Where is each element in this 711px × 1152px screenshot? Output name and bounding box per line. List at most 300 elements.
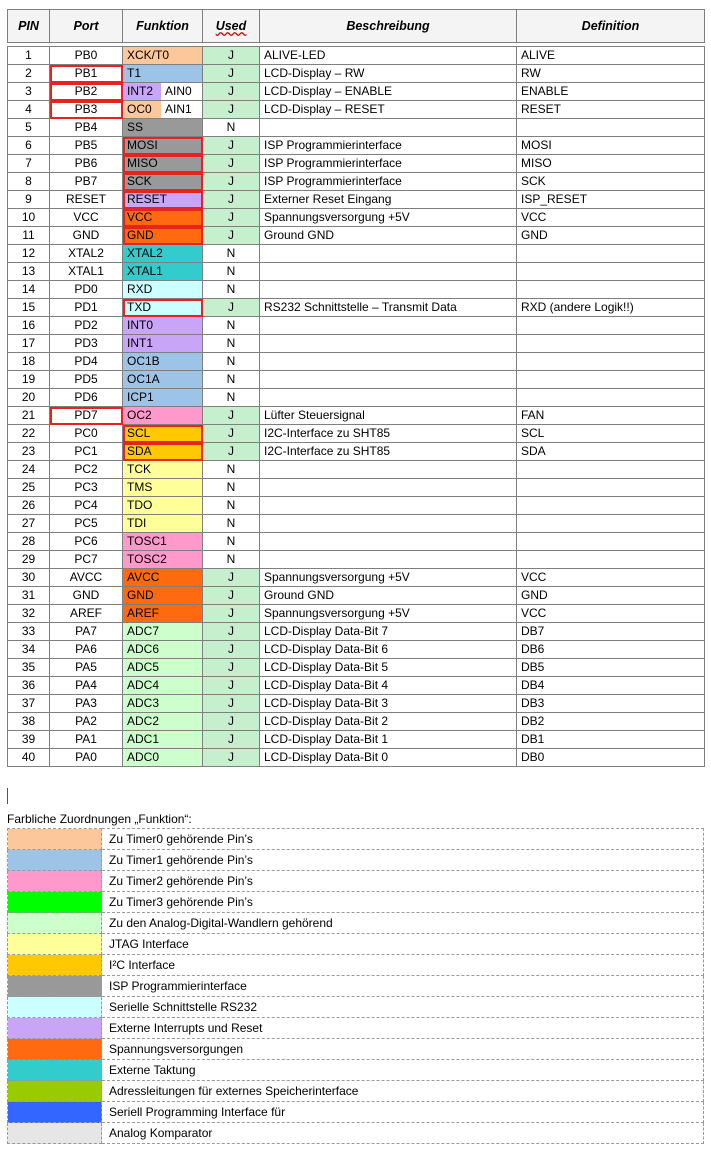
used-cell: J <box>203 173 260 191</box>
used-cell: J <box>203 209 260 227</box>
legend-label: Zu Timer2 gehörende Pin’s <box>102 871 704 892</box>
definition-cell: VCC <box>517 209 705 227</box>
definition-cell <box>517 263 705 281</box>
header-beschreibung: Beschreibung <box>260 10 517 43</box>
legend-label: Zu Timer3 gehörende Pin’s <box>102 892 704 913</box>
used-cell: N <box>203 245 260 263</box>
definition-cell <box>517 245 705 263</box>
definition-cell: RXD (andere Logik!!) <box>517 299 705 317</box>
definition-cell: RW <box>517 65 705 83</box>
legend-item <box>8 850 704 871</box>
funktion-cell: ADC2 <box>123 713 203 731</box>
beschreibung-cell: I2C-Interface zu SHT85 <box>260 443 517 461</box>
port-cell: VCC <box>50 209 123 227</box>
header-pin: PIN <box>8 10 50 43</box>
table-row <box>8 407 705 425</box>
funktion-cell: TOSC2 <box>123 551 203 569</box>
legend-label: Seriell Programming Interface für <box>102 1102 704 1123</box>
pin-cell: 25 <box>8 479 50 497</box>
funktion-cell: XCK/T0 <box>123 47 203 65</box>
table-row <box>8 479 705 497</box>
used-cell: J <box>203 101 260 119</box>
legend-label: Analog Komparator <box>102 1123 704 1144</box>
port-cell: PB6 <box>50 155 123 173</box>
used-cell: J <box>203 695 260 713</box>
beschreibung-cell: Spannungsversorgung +5V <box>260 569 517 587</box>
beschreibung-cell <box>260 533 517 551</box>
port-cell: PB4 <box>50 119 123 137</box>
beschreibung-cell: Spannungsversorgung +5V <box>260 605 517 623</box>
legend-item <box>8 997 704 1018</box>
table-row <box>8 569 705 587</box>
definition-cell: SDA <box>517 443 705 461</box>
beschreibung-cell: Spannungsversorgung +5V <box>260 209 517 227</box>
port-cell: PA7 <box>50 623 123 641</box>
funktion-cell: OC2 <box>123 407 203 425</box>
beschreibung-cell: LCD-Display Data-Bit 0 <box>260 749 517 767</box>
beschreibung-cell: LCD-Display Data-Bit 7 <box>260 623 517 641</box>
port-cell: RESET <box>50 191 123 209</box>
table-row <box>8 101 705 119</box>
table-row <box>8 65 705 83</box>
funktion-cell: TCK <box>123 461 203 479</box>
used-cell: J <box>203 83 260 101</box>
legend-label: Zu Timer0 gehörende Pin’s <box>102 829 704 850</box>
beschreibung-cell: LCD-Display – RW <box>260 65 517 83</box>
funktion-primary: INT2 <box>123 83 161 100</box>
port-cell: PA5 <box>50 659 123 677</box>
beschreibung-cell: Externer Reset Eingang <box>260 191 517 209</box>
definition-cell: VCC <box>517 605 705 623</box>
legend-body <box>8 829 704 1144</box>
definition-cell <box>517 371 705 389</box>
used-cell: N <box>203 533 260 551</box>
port-cell: XTAL2 <box>50 245 123 263</box>
funktion-cell: VCC <box>123 209 203 227</box>
port-cell: PC2 <box>50 461 123 479</box>
definition-cell <box>517 389 705 407</box>
table-row <box>8 443 705 461</box>
table-row <box>8 209 705 227</box>
used-cell: N <box>203 335 260 353</box>
funktion-cell: XTAL1 <box>123 263 203 281</box>
pin-cell: 8 <box>8 173 50 191</box>
used-cell: N <box>203 551 260 569</box>
port-cell: PB1 <box>50 65 123 83</box>
beschreibung-cell <box>260 461 517 479</box>
left-margin-mark <box>7 788 8 804</box>
definition-cell: ISP_RESET <box>517 191 705 209</box>
pin-cell: 37 <box>8 695 50 713</box>
used-cell: J <box>203 659 260 677</box>
definition-cell: DB2 <box>517 713 705 731</box>
funktion-cell: RESET <box>123 191 203 209</box>
legend-label: Serielle Schnittstelle RS232 <box>102 997 704 1018</box>
used-cell: N <box>203 371 260 389</box>
definition-cell <box>517 533 705 551</box>
table-row <box>8 119 705 137</box>
table-row <box>8 335 705 353</box>
legend-label: Externe Interrupts und Reset <box>102 1018 704 1039</box>
port-cell: PA6 <box>50 641 123 659</box>
pin-cell: 33 <box>8 623 50 641</box>
beschreibung-cell: LCD-Display Data-Bit 5 <box>260 659 517 677</box>
header-row <box>8 10 705 43</box>
table-row <box>8 605 705 623</box>
table-row <box>8 731 705 749</box>
legend-swatch <box>8 934 102 955</box>
port-cell: PC6 <box>50 533 123 551</box>
definition-cell: MOSI <box>517 137 705 155</box>
port-cell: PA1 <box>50 731 123 749</box>
pin-cell: 23 <box>8 443 50 461</box>
pin-cell: 16 <box>8 317 50 335</box>
pin-cell: 3 <box>8 83 50 101</box>
port-cell: AVCC <box>50 569 123 587</box>
pin-cell: 24 <box>8 461 50 479</box>
definition-cell: DB3 <box>517 695 705 713</box>
used-cell: J <box>203 425 260 443</box>
funktion-cell: GND <box>123 227 203 245</box>
definition-cell <box>517 515 705 533</box>
table-row <box>8 173 705 191</box>
used-cell: N <box>203 281 260 299</box>
legend-item <box>8 1018 704 1039</box>
funktion-cell: INT1 <box>123 335 203 353</box>
table-row <box>8 83 705 101</box>
definition-cell <box>517 551 705 569</box>
legend-swatch <box>8 976 102 997</box>
table-row <box>8 281 705 299</box>
table-row <box>8 659 705 677</box>
port-cell: PB2 <box>50 83 123 101</box>
table-row <box>8 749 705 767</box>
used-cell: N <box>203 461 260 479</box>
definition-cell: DB4 <box>517 677 705 695</box>
used-cell: N <box>203 119 260 137</box>
funktion-cell: SCK <box>123 173 203 191</box>
used-cell: J <box>203 731 260 749</box>
pin-cell: 11 <box>8 227 50 245</box>
used-cell: J <box>203 407 260 425</box>
beschreibung-cell <box>260 389 517 407</box>
pin-cell: 5 <box>8 119 50 137</box>
definition-cell <box>517 317 705 335</box>
table-row <box>8 641 705 659</box>
funktion-cell <box>123 101 203 119</box>
legend-item <box>8 1081 704 1102</box>
funktion-cell: ADC3 <box>123 695 203 713</box>
table-row <box>8 137 705 155</box>
legend-label: Zu den Analog-Digital-Wandlern gehörend <box>102 913 704 934</box>
funktion-cell <box>123 83 203 101</box>
beschreibung-cell: ISP Programmierinterface <box>260 173 517 191</box>
legend-item <box>8 871 704 892</box>
funktion-secondary: AIN1 <box>161 101 202 118</box>
beschreibung-cell <box>260 281 517 299</box>
definition-cell: SCK <box>517 173 705 191</box>
header-used-label: Used <box>215 19 247 33</box>
legend-swatch <box>8 892 102 913</box>
pin-cell: 21 <box>8 407 50 425</box>
beschreibung-cell: LCD-Display Data-Bit 3 <box>260 695 517 713</box>
header-funktion: Funktion <box>123 10 203 43</box>
header-definition: Definition <box>517 10 705 43</box>
beschreibung-cell: ALIVE-LED <box>260 47 517 65</box>
beschreibung-cell <box>260 371 517 389</box>
funktion-cell: ADC0 <box>123 749 203 767</box>
legend-label: Zu Timer1 gehörende Pin’s <box>102 850 704 871</box>
port-cell: XTAL1 <box>50 263 123 281</box>
pin-cell: 39 <box>8 731 50 749</box>
legend-label: Adressleitungen für externes Speicherinterface <box>102 1081 704 1102</box>
funktion-cell: OC1B <box>123 353 203 371</box>
port-cell: PB7 <box>50 173 123 191</box>
legend-swatch <box>8 871 102 892</box>
table-row <box>8 317 705 335</box>
funktion-cell: ADC5 <box>123 659 203 677</box>
table-row <box>8 713 705 731</box>
pin-cell: 20 <box>8 389 50 407</box>
legend-swatch <box>8 955 102 976</box>
beschreibung-cell: LCD-Display Data-Bit 2 <box>260 713 517 731</box>
beschreibung-cell: LCD-Display Data-Bit 1 <box>260 731 517 749</box>
pin-cell: 26 <box>8 497 50 515</box>
beschreibung-cell: RS232 Schnittstelle – Transmit Data <box>260 299 517 317</box>
pin-table-body <box>8 47 705 767</box>
port-cell: PB5 <box>50 137 123 155</box>
port-cell: GND <box>50 587 123 605</box>
port-cell: PD1 <box>50 299 123 317</box>
used-cell: N <box>203 479 260 497</box>
table-row <box>8 497 705 515</box>
funktion-cell: MOSI <box>123 137 203 155</box>
pin-cell: 29 <box>8 551 50 569</box>
port-cell: PD2 <box>50 317 123 335</box>
definition-cell <box>517 119 705 137</box>
beschreibung-cell <box>260 353 517 371</box>
beschreibung-cell <box>260 245 517 263</box>
pin-cell: 13 <box>8 263 50 281</box>
funktion-cell: MISO <box>123 155 203 173</box>
legend-item <box>8 1102 704 1123</box>
legend-item <box>8 892 704 913</box>
header-port: Port <box>50 10 123 43</box>
used-cell: J <box>203 623 260 641</box>
definition-cell: DB6 <box>517 641 705 659</box>
table-row <box>8 425 705 443</box>
funktion-cell: TMS <box>123 479 203 497</box>
beschreibung-cell: I2C-Interface zu SHT85 <box>260 425 517 443</box>
used-cell: J <box>203 677 260 695</box>
legend-swatch <box>8 1123 102 1144</box>
funktion-secondary: AIN0 <box>161 83 202 100</box>
table-row <box>8 353 705 371</box>
funktion-cell: ICP1 <box>123 389 203 407</box>
beschreibung-cell: Ground GND <box>260 587 517 605</box>
funktion-cell: ADC4 <box>123 677 203 695</box>
used-cell: N <box>203 515 260 533</box>
pin-cell: 31 <box>8 587 50 605</box>
pin-cell: 27 <box>8 515 50 533</box>
definition-cell <box>517 497 705 515</box>
port-cell: PD4 <box>50 353 123 371</box>
legend-label: JTAG Interface <box>102 934 704 955</box>
legend-item <box>8 1039 704 1060</box>
legend-table <box>7 828 704 1144</box>
used-cell: J <box>203 605 260 623</box>
legend-item <box>8 1123 704 1144</box>
used-cell: N <box>203 389 260 407</box>
port-cell: PB3 <box>50 101 123 119</box>
used-cell: N <box>203 263 260 281</box>
table-row <box>8 155 705 173</box>
beschreibung-cell <box>260 263 517 281</box>
used-cell: J <box>203 569 260 587</box>
used-cell: J <box>203 749 260 767</box>
definition-cell: FAN <box>517 407 705 425</box>
funktion-cell: SS <box>123 119 203 137</box>
funktion-cell: XTAL2 <box>123 245 203 263</box>
definition-cell <box>517 461 705 479</box>
port-cell: PA4 <box>50 677 123 695</box>
used-cell: N <box>203 317 260 335</box>
funktion-cell: ADC7 <box>123 623 203 641</box>
definition-cell <box>517 353 705 371</box>
port-cell: PB0 <box>50 47 123 65</box>
pin-cell: 28 <box>8 533 50 551</box>
legend-swatch <box>8 829 102 850</box>
legend-label: ISP Programmierinterface <box>102 976 704 997</box>
legend-swatch <box>8 850 102 871</box>
used-cell: J <box>203 587 260 605</box>
table-row <box>8 263 705 281</box>
pin-cell: 40 <box>8 749 50 767</box>
definition-cell: GND <box>517 587 705 605</box>
funktion-cell: TDO <box>123 497 203 515</box>
port-cell: PC1 <box>50 443 123 461</box>
definition-cell <box>517 335 705 353</box>
beschreibung-cell: Ground GND <box>260 227 517 245</box>
legend-item <box>8 1060 704 1081</box>
header-used <box>203 10 260 43</box>
port-cell: PD0 <box>50 281 123 299</box>
funktion-cell: RXD <box>123 281 203 299</box>
funktion-cell: SCL <box>123 425 203 443</box>
funktion-cell: TXD <box>123 299 203 317</box>
table-row <box>8 461 705 479</box>
definition-cell: DB5 <box>517 659 705 677</box>
table-row <box>8 695 705 713</box>
pin-cell: 19 <box>8 371 50 389</box>
port-cell: PC4 <box>50 497 123 515</box>
definition-cell: DB1 <box>517 731 705 749</box>
port-cell: GND <box>50 227 123 245</box>
table-row <box>8 623 705 641</box>
funktion-cell: T1 <box>123 65 203 83</box>
definition-cell: SCL <box>517 425 705 443</box>
used-cell: J <box>203 443 260 461</box>
table-row <box>8 245 705 263</box>
used-cell: J <box>203 641 260 659</box>
used-cell: J <box>203 713 260 731</box>
beschreibung-cell <box>260 317 517 335</box>
used-cell: J <box>203 299 260 317</box>
legend-swatch <box>8 1039 102 1060</box>
legend-item <box>8 976 704 997</box>
pin-cell: 32 <box>8 605 50 623</box>
beschreibung-cell <box>260 551 517 569</box>
beschreibung-cell <box>260 119 517 137</box>
table-row <box>8 677 705 695</box>
beschreibung-cell <box>260 497 517 515</box>
legend-swatch <box>8 1102 102 1123</box>
definition-cell: ENABLE <box>517 83 705 101</box>
legend-swatch <box>8 1018 102 1039</box>
used-cell: J <box>203 155 260 173</box>
pin-cell: 2 <box>8 65 50 83</box>
used-cell: J <box>203 47 260 65</box>
pin-table <box>7 9 705 767</box>
pin-cell: 6 <box>8 137 50 155</box>
funktion-cell: TDI <box>123 515 203 533</box>
funktion-cell: ADC6 <box>123 641 203 659</box>
funktion-cell: OC1A <box>123 371 203 389</box>
funktion-cell: INT0 <box>123 317 203 335</box>
beschreibung-cell <box>260 335 517 353</box>
table-row <box>8 551 705 569</box>
definition-cell: MISO <box>517 155 705 173</box>
port-cell: PD7 <box>50 407 123 425</box>
pin-cell: 10 <box>8 209 50 227</box>
table-row <box>8 587 705 605</box>
port-cell: PC0 <box>50 425 123 443</box>
funktion-cell: ADC1 <box>123 731 203 749</box>
definition-cell <box>517 281 705 299</box>
pin-cell: 14 <box>8 281 50 299</box>
pin-cell: 34 <box>8 641 50 659</box>
legend-item <box>8 934 704 955</box>
funktion-cell: TOSC1 <box>123 533 203 551</box>
pin-cell: 17 <box>8 335 50 353</box>
port-cell: PA0 <box>50 749 123 767</box>
port-cell: PD3 <box>50 335 123 353</box>
definition-cell: ALIVE <box>517 47 705 65</box>
port-cell: AREF <box>50 605 123 623</box>
port-cell: PA2 <box>50 713 123 731</box>
funktion-cell: AVCC <box>123 569 203 587</box>
port-cell: PA3 <box>50 695 123 713</box>
used-cell: N <box>203 497 260 515</box>
pin-cell: 1 <box>8 47 50 65</box>
pin-cell: 18 <box>8 353 50 371</box>
used-cell: J <box>203 227 260 245</box>
used-cell: N <box>203 353 260 371</box>
pin-cell: 15 <box>8 299 50 317</box>
port-cell: PC5 <box>50 515 123 533</box>
used-cell: J <box>203 137 260 155</box>
pin-cell: 9 <box>8 191 50 209</box>
beschreibung-cell <box>260 515 517 533</box>
used-cell: J <box>203 65 260 83</box>
legend-label: I²C Interface <box>102 955 704 976</box>
pin-cell: 30 <box>8 569 50 587</box>
definition-cell: DB7 <box>517 623 705 641</box>
beschreibung-cell: LCD-Display – ENABLE <box>260 83 517 101</box>
funktion-cell: AREF <box>123 605 203 623</box>
port-cell: PD6 <box>50 389 123 407</box>
table-row <box>8 47 705 65</box>
